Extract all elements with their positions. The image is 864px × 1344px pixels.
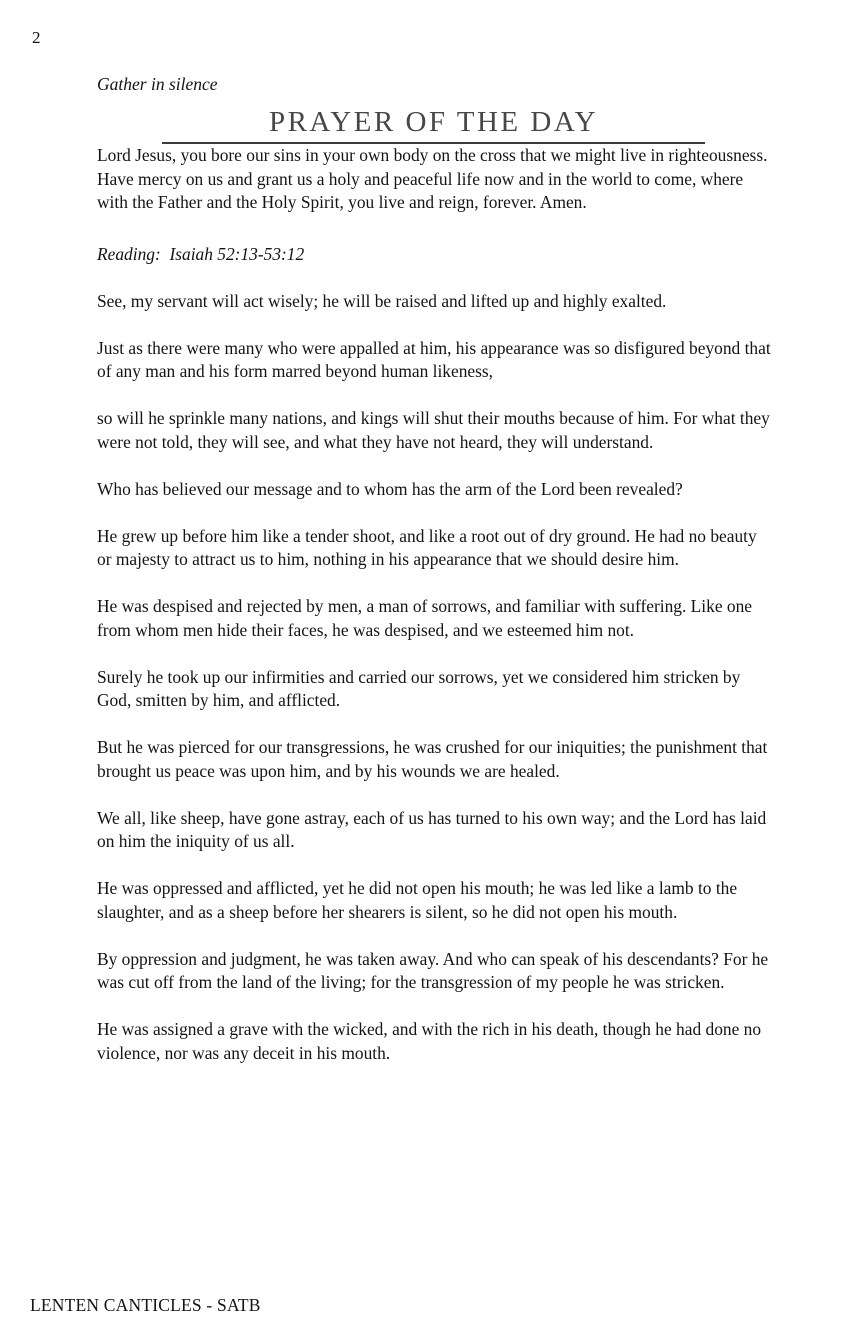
reading-paragraph: Who has believed our message and to whom has the arm of the Lord been revealed? (97, 478, 683, 499)
reading-paragraph: Surely he took up our infirmities and carried our sorrows, yet we considered him stricken by God, smitten by him, and afflicted. (97, 666, 741, 710)
reading-paragraph: But he was pierced for our transgressions, he was crushed for our iniquities; the punishment that brought us peace was upon him, and by his wounds we are healed. (97, 737, 768, 781)
body-text (97, 144, 771, 1065)
page-content (97, 0, 771, 1089)
footer-title: LENTEN CANTICLES - SATB (30, 1295, 261, 1315)
reading-paragraph: He grew up before him like a tender shoot, and like a root out of dry ground. He had no beauty or majesty to attract us to him, nothing in his appearance that we should desire him. (97, 525, 757, 569)
reading-paragraph: Just as there were many who were appalled at him, his appearance was so disfigured beyond that of any man and his form marred beyond human likeness, (97, 337, 771, 381)
reading-paragraphs (97, 290, 771, 1066)
section-heading (162, 105, 705, 145)
rubric-gather-in-silence: Gather in silence (97, 74, 218, 94)
reading-paragraph: He was despised and rejected by men, a man of sorrows, and familiar with suffering. Like one from whom men hide their faces, he was despised, and we esteemed him not. (97, 596, 753, 640)
reading-reference-label: Reading: Isaiah 52:13-53:12 (97, 243, 305, 264)
reading-paragraph: By oppression and judgment, he was taken away. And who can speak of his descendants? For he was cut off from the land of the living; for the transgression of my people he was stricken. (97, 948, 769, 992)
page-title: PRAYER OF THE DAY (268, 105, 599, 138)
reading-paragraph: He was assigned a grave with the wicked, and with the rich in his death, though he had done no violence, nor was any deceit in his mouth. (97, 1019, 762, 1063)
page-number: 2 (32, 28, 41, 47)
prayer-text: Lord Jesus, you bore our sins in your own body on the cross that we might live in righteousness. Have mercy on us and grant us a holy and peaceful life now and in the world to come, where with the Father and the Holy Spirit, you live and reign, forever. Amen. (97, 145, 768, 212)
reading-paragraph: See, my servant will act wisely; he will be raised and lifted up and highly exalted. (97, 290, 667, 311)
reading-paragraph: He was oppressed and afflicted, yet he did not open his mouth; he was led like a lamb to the slaughter, and as a sheep before her shearers is silent, so he did not open his mouth. (97, 878, 738, 922)
reading-paragraph: We all, like sheep, have gone astray, each of us has turned to his own way; and the Lord has laid on him the iniquity of us all. (97, 807, 767, 851)
reading-paragraph: so will he sprinkle many nations, and kings will shut their mouths because of him. For what they were not told, they will see, and what they have not heard, they will understand. (97, 408, 770, 452)
